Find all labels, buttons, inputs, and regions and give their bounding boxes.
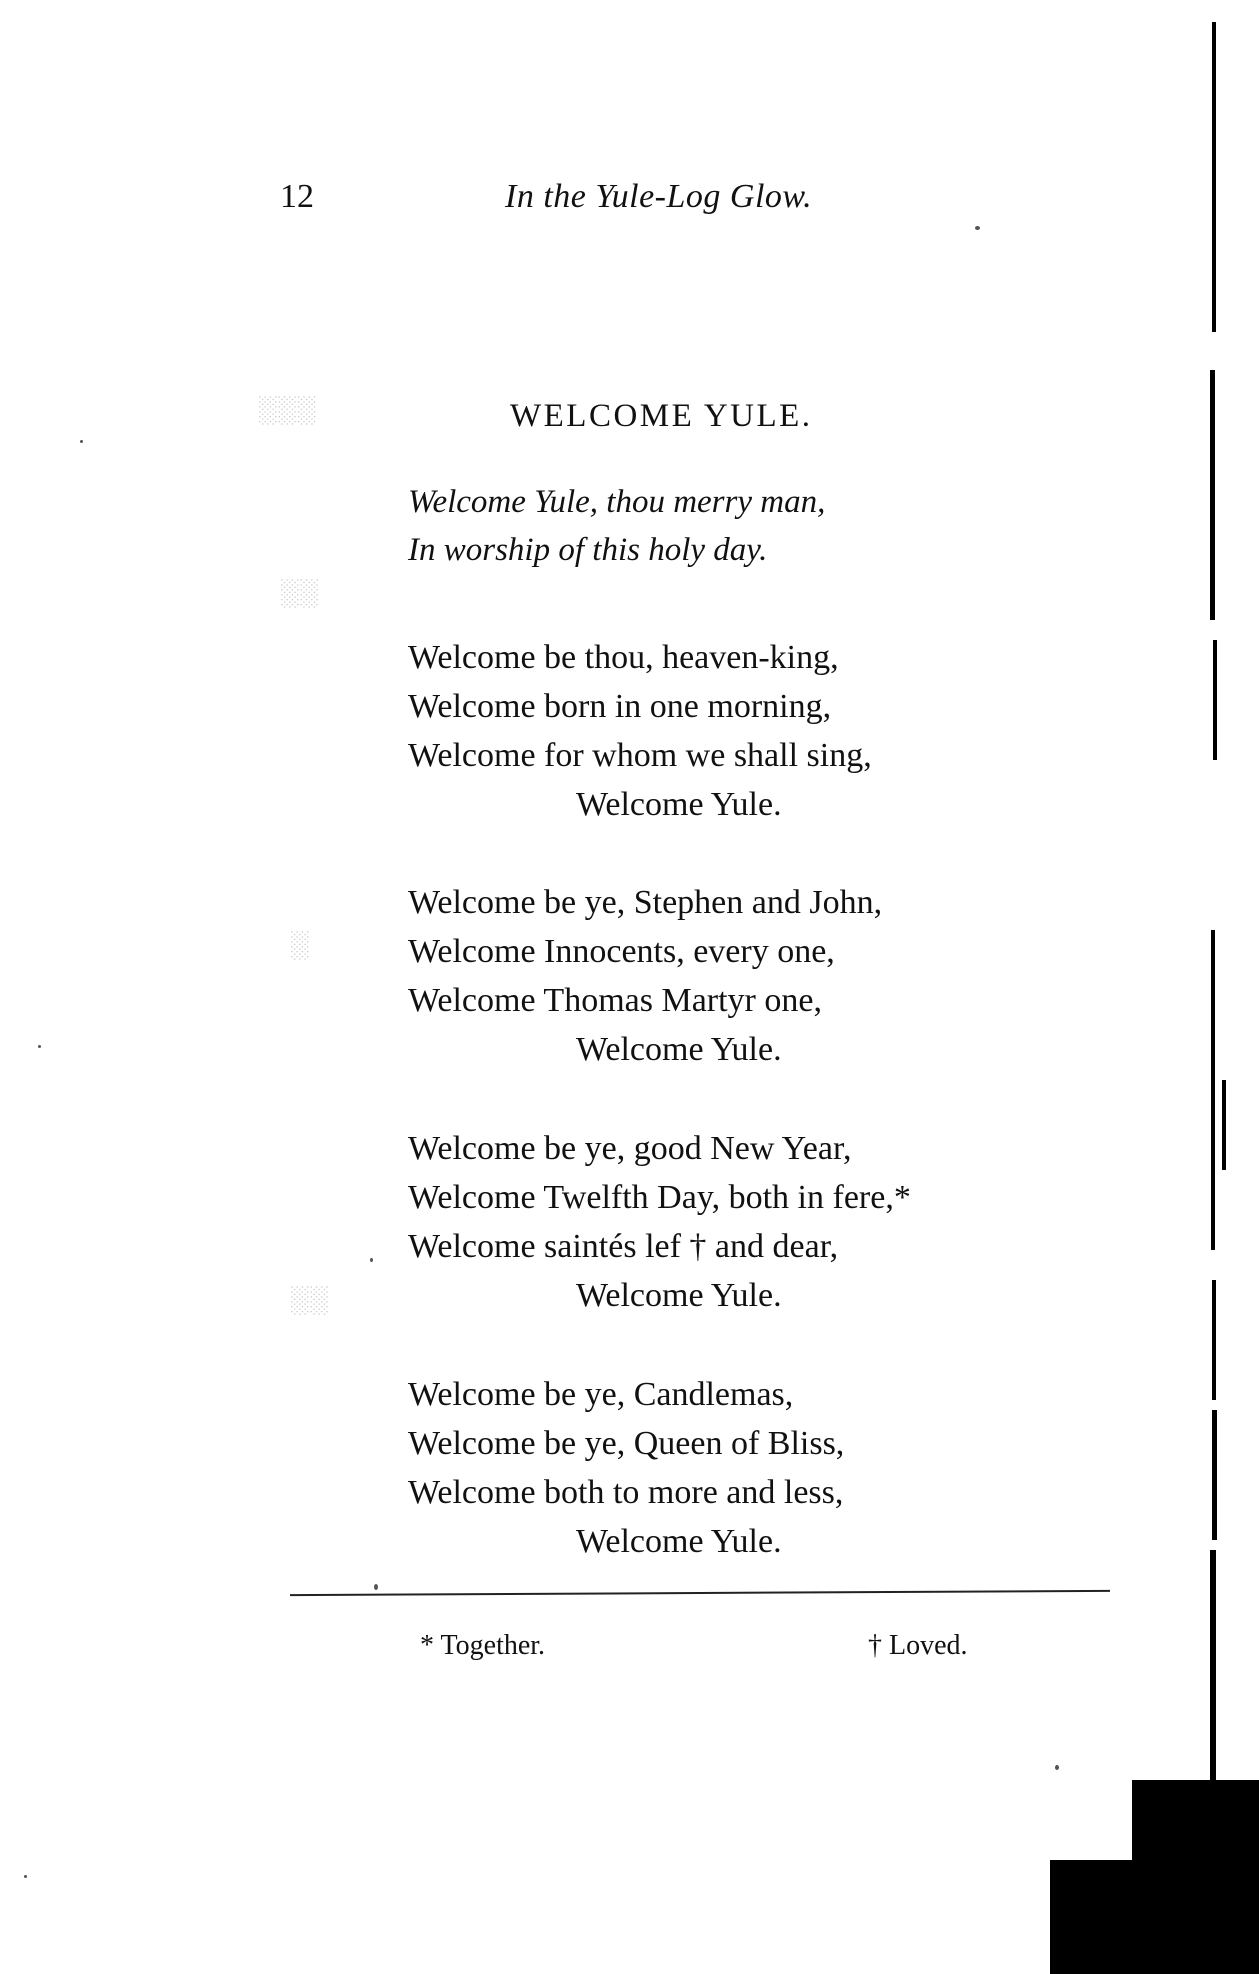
poem-epigraph	[408, 478, 825, 574]
refrain-line: Welcome Yule.	[576, 1277, 782, 1314]
poem-title: WELCOME YULE.	[510, 398, 813, 434]
stanza-1	[408, 633, 872, 829]
footnote-together: * Together.	[420, 1630, 546, 1661]
verse-line: Welcome born in one morning,	[408, 688, 832, 725]
verse-line: Welcome for whom we shall sing,	[408, 737, 872, 774]
scan-edge-line	[1212, 22, 1216, 332]
epigraph-line: In worship of this holy day.	[408, 532, 768, 568]
refrain-line: Welcome Yule.	[576, 786, 782, 823]
scan-edge-line	[1210, 1550, 1216, 1790]
scan-dark-corner	[1132, 1780, 1259, 1974]
epigraph-line: Welcome Yule, thou merry man,	[408, 484, 826, 520]
verse-line: Welcome be ye, good New Year,	[408, 1130, 852, 1167]
footnote-loved: † Loved.	[868, 1630, 968, 1661]
scan-speck	[975, 226, 980, 230]
scan-edge-line	[1213, 640, 1217, 760]
page-number: 12	[280, 178, 314, 215]
scan-speck	[24, 1875, 27, 1878]
show-through-mark: ░░░	[258, 395, 317, 424]
scan-edge-line	[1212, 1280, 1216, 1400]
scan-speck	[80, 440, 83, 443]
footnote-rule	[290, 1590, 1110, 1596]
running-title: In the Yule-Log Glow.	[505, 178, 813, 215]
refrain-line: Welcome Yule.	[576, 1031, 782, 1068]
running-head	[280, 178, 920, 222]
verse-line: Welcome be thou, heaven-king,	[408, 639, 839, 676]
scan-speck	[38, 1045, 41, 1048]
scan-speck	[370, 1258, 373, 1262]
scan-speck	[374, 1584, 378, 1590]
stanza-3	[408, 1124, 911, 1320]
verse-line: Welcome both to more and less,	[408, 1474, 844, 1511]
scan-edge-line	[1212, 1410, 1217, 1540]
show-through-mark: ░░	[290, 1285, 329, 1314]
verse-line: Welcome Innocents, every one,	[408, 933, 835, 970]
verse-line: Welcome Thomas Martyr one,	[408, 982, 822, 1019]
stanza-4	[408, 1370, 844, 1566]
verse-line: Welcome be ye, Queen of Bliss,	[408, 1425, 845, 1462]
stanza-2	[408, 878, 882, 1074]
verse-line: Welcome be ye, Stephen and John,	[408, 884, 883, 921]
scan-speck	[1055, 1765, 1059, 1770]
show-through-mark: ░	[290, 930, 310, 959]
scan-edge-line	[1210, 370, 1215, 620]
verse-line: Welcome Twelfth Day, both in fere,*	[408, 1179, 911, 1216]
scan-edge-line	[1222, 1080, 1226, 1170]
verse-line: Welcome saintés lef † and dear,	[408, 1228, 839, 1265]
scan-edge-line	[1211, 930, 1215, 1250]
show-through-mark: ░░	[280, 578, 319, 607]
refrain-line: Welcome Yule.	[576, 1523, 782, 1560]
verse-line: Welcome be ye, Candlemas,	[408, 1376, 794, 1413]
scan-dark-corner	[1050, 1860, 1140, 1974]
